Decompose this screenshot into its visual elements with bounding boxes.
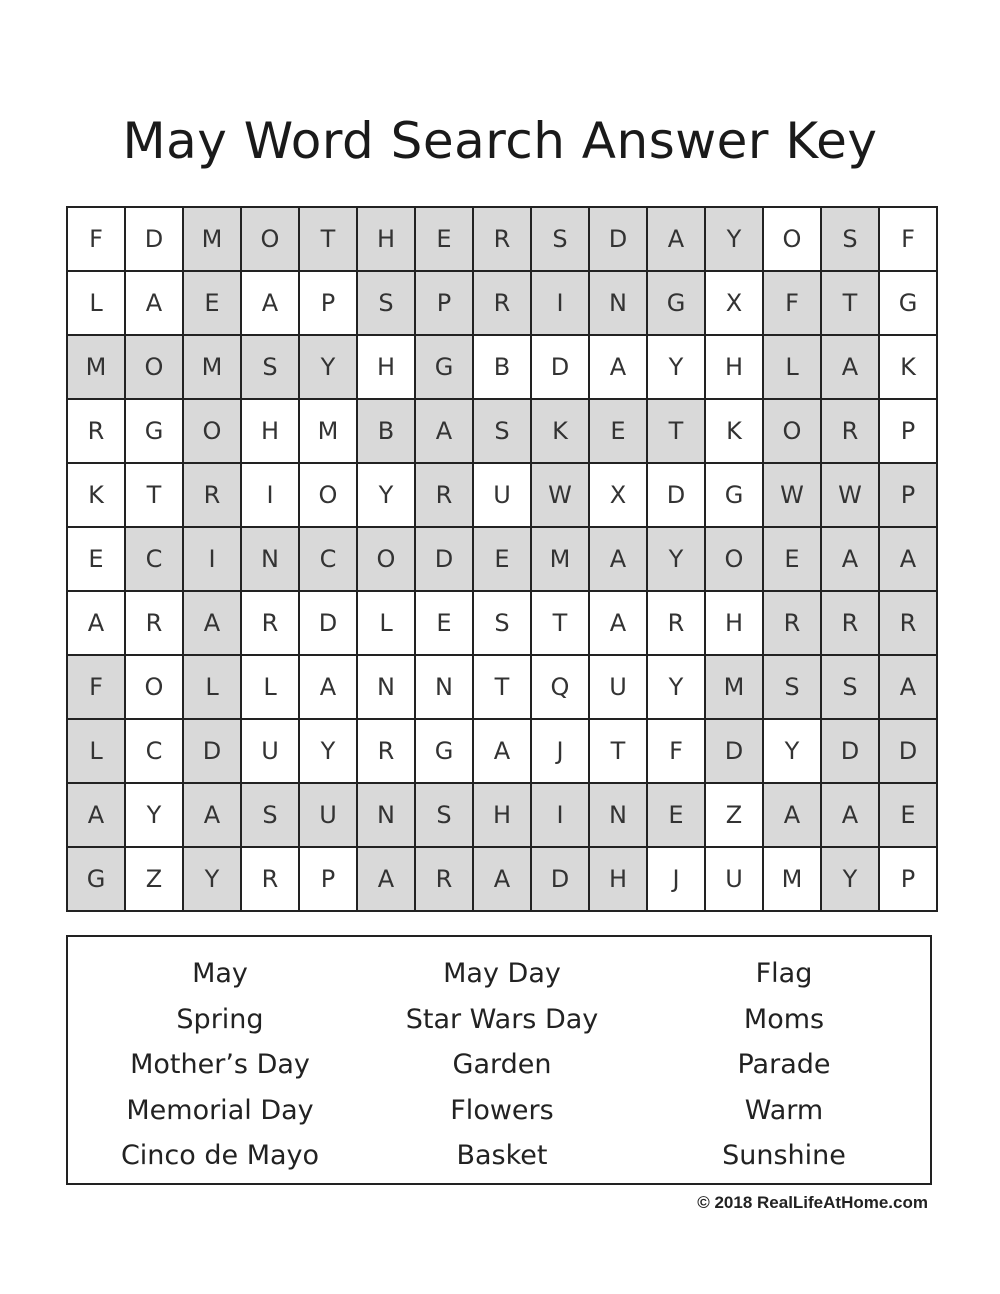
grid-cell: R — [416, 464, 474, 528]
grid-cell: R — [242, 848, 300, 912]
grid-cell: X — [590, 464, 648, 528]
grid-cell: Y — [126, 784, 184, 848]
grid-cell: F — [68, 656, 126, 720]
grid-cell: E — [416, 208, 474, 272]
grid-cell: L — [242, 656, 300, 720]
word-item: Flowers — [450, 1094, 554, 1126]
grid-cell: K — [68, 464, 126, 528]
word-list-column-2 — [358, 951, 646, 1179]
grid-cell: A — [822, 784, 880, 848]
grid-cell: R — [822, 400, 880, 464]
grid-row — [68, 336, 938, 400]
grid-cell: R — [358, 720, 416, 784]
grid-cell: G — [126, 400, 184, 464]
grid-cell: A — [300, 656, 358, 720]
word-item: Basket — [456, 1140, 548, 1171]
grid-row — [68, 592, 938, 656]
grid-cell: A — [416, 400, 474, 464]
grid-cell: U — [300, 784, 358, 848]
grid-cell: S — [416, 784, 474, 848]
grid-cell: E — [68, 528, 126, 592]
word-search-grid — [66, 206, 938, 912]
grid-cell: S — [822, 208, 880, 272]
grid-cell: G — [880, 272, 938, 336]
grid-cell: R — [474, 272, 532, 336]
grid-cell: E — [648, 784, 706, 848]
grid-cell: C — [126, 528, 184, 592]
grid-cell: N — [358, 784, 416, 848]
grid-cell: H — [242, 400, 300, 464]
word-list-column-1 — [76, 951, 364, 1179]
grid-cell: F — [68, 208, 126, 272]
grid-cell: U — [706, 848, 764, 912]
grid-cell: H — [358, 208, 416, 272]
grid-cell: Y — [648, 336, 706, 400]
grid-cell: B — [358, 400, 416, 464]
grid-cell: E — [764, 528, 822, 592]
grid-cell: J — [532, 720, 590, 784]
grid-cell: H — [590, 848, 648, 912]
word-item: Sunshine — [722, 1140, 846, 1171]
grid-cell: K — [880, 336, 938, 400]
grid-cell: Y — [184, 848, 242, 912]
grid-cell: M — [764, 848, 822, 912]
grid-cell: F — [880, 208, 938, 272]
word-item: Star Wars Day — [405, 1003, 599, 1035]
grid-cell: S — [474, 592, 532, 656]
grid-cell: I — [242, 464, 300, 528]
grid-cell: R — [68, 400, 126, 464]
page-title: May Word Search Answer Key — [122, 112, 878, 170]
grid-cell: G — [706, 464, 764, 528]
grid-cell: D — [648, 464, 706, 528]
word-list-box — [66, 935, 932, 1185]
grid-cell: M — [300, 400, 358, 464]
grid-cell: R — [648, 592, 706, 656]
grid-cell: K — [532, 400, 590, 464]
grid-cell: Y — [764, 720, 822, 784]
grid-cell: N — [590, 784, 648, 848]
grid-cell: O — [126, 656, 184, 720]
grid-cell: W — [764, 464, 822, 528]
word-item: Parade — [737, 1049, 831, 1080]
grid-cell: S — [474, 400, 532, 464]
word-item: Garden — [452, 1049, 552, 1080]
grid-cell: Y — [648, 656, 706, 720]
grid-cell: R — [416, 848, 474, 912]
grid-cell: A — [184, 592, 242, 656]
grid-cell: U — [474, 464, 532, 528]
grid-cell: Z — [706, 784, 764, 848]
grid-cell: A — [590, 592, 648, 656]
grid-cell: O — [300, 464, 358, 528]
copyright-notice: © 2018 RealLifeAtHome.com — [697, 1193, 928, 1212]
grid-row — [68, 272, 938, 336]
grid-cell: S — [358, 272, 416, 336]
grid-cell: M — [68, 336, 126, 400]
grid-cell: E — [184, 272, 242, 336]
grid-cell: E — [590, 400, 648, 464]
grid-cell: A — [822, 336, 880, 400]
grid-cell: G — [68, 848, 126, 912]
grid-cell: S — [532, 208, 590, 272]
grid-cell: E — [880, 784, 938, 848]
grid-cell: A — [822, 528, 880, 592]
grid-cell: O — [706, 528, 764, 592]
grid-cell: W — [822, 464, 880, 528]
grid-cell: N — [242, 528, 300, 592]
grid-cell: M — [706, 656, 764, 720]
grid-cell: D — [532, 336, 590, 400]
word-item: Spring — [176, 1003, 264, 1035]
grid-cell: I — [532, 272, 590, 336]
grid-cell: I — [184, 528, 242, 592]
grid-cell: S — [764, 656, 822, 720]
grid-cell: D — [880, 720, 938, 784]
grid-cell: R — [880, 592, 938, 656]
grid-cell: T — [300, 208, 358, 272]
grid-cell: H — [706, 336, 764, 400]
grid-cell: A — [590, 336, 648, 400]
grid-cell: L — [764, 336, 822, 400]
word-list-column-3 — [640, 951, 928, 1179]
grid-cell: A — [764, 784, 822, 848]
grid-cell: A — [648, 208, 706, 272]
grid-row — [68, 656, 938, 720]
grid-cell: C — [300, 528, 358, 592]
grid-cell: F — [764, 272, 822, 336]
grid-cell: Y — [706, 208, 764, 272]
grid-cell: C — [126, 720, 184, 784]
grid-cell: O — [184, 400, 242, 464]
grid-row — [68, 720, 938, 784]
grid-cell: T — [648, 400, 706, 464]
grid-cell: D — [126, 208, 184, 272]
grid-cell: A — [68, 784, 126, 848]
grid-cell: F — [648, 720, 706, 784]
grid-cell: M — [532, 528, 590, 592]
word-item: Mother’s Day — [130, 1049, 310, 1080]
grid-cell: A — [590, 528, 648, 592]
grid-cell: M — [184, 208, 242, 272]
grid-cell: A — [126, 272, 184, 336]
grid-cell: A — [474, 720, 532, 784]
grid-cell: I — [532, 784, 590, 848]
grid-cell: W — [532, 464, 590, 528]
grid-cell: A — [68, 592, 126, 656]
grid-cell: L — [184, 656, 242, 720]
grid-cell: B — [474, 336, 532, 400]
grid-cell: E — [474, 528, 532, 592]
grid-cell: R — [822, 592, 880, 656]
grid-cell: S — [242, 784, 300, 848]
grid-cell: U — [590, 656, 648, 720]
grid-cell: E — [416, 592, 474, 656]
grid-cell: P — [416, 272, 474, 336]
grid-cell: H — [706, 592, 764, 656]
grid-cell: O — [358, 528, 416, 592]
grid-cell: A — [474, 848, 532, 912]
grid-cell: R — [126, 592, 184, 656]
grid-cell: A — [184, 784, 242, 848]
grid-cell: T — [590, 720, 648, 784]
grid-cell: A — [880, 656, 938, 720]
grid-cell: P — [880, 464, 938, 528]
grid-cell: G — [648, 272, 706, 336]
grid-cell: Y — [300, 336, 358, 400]
grid-cell: N — [416, 656, 474, 720]
grid-cell: S — [822, 656, 880, 720]
grid-cell: D — [184, 720, 242, 784]
grid-cell: N — [358, 656, 416, 720]
grid-cell: A — [880, 528, 938, 592]
grid-cell: M — [184, 336, 242, 400]
grid-cell: P — [300, 848, 358, 912]
word-item: Flag — [755, 958, 813, 989]
grid-cell: D — [300, 592, 358, 656]
grid-cell: Y — [300, 720, 358, 784]
grid-cell: O — [242, 208, 300, 272]
grid-cell: L — [68, 272, 126, 336]
grid-cell: D — [706, 720, 764, 784]
word-item: Cinco de Mayo — [120, 1140, 320, 1171]
grid-cell: O — [764, 208, 822, 272]
grid-row — [68, 400, 938, 464]
grid-cell: L — [68, 720, 126, 784]
word-item: May Day — [443, 958, 561, 989]
grid-row — [68, 848, 938, 912]
grid-cell: A — [358, 848, 416, 912]
grid-cell: H — [474, 784, 532, 848]
grid-cell: Z — [126, 848, 184, 912]
grid-cell: X — [706, 272, 764, 336]
grid-cell: T — [474, 656, 532, 720]
grid-cell: D — [532, 848, 590, 912]
grid-cell: Q — [532, 656, 590, 720]
grid-cell: N — [590, 272, 648, 336]
grid-cell: J — [648, 848, 706, 912]
grid-cell: O — [126, 336, 184, 400]
grid-cell: L — [358, 592, 416, 656]
grid-cell: R — [474, 208, 532, 272]
grid-row — [68, 208, 938, 272]
grid-cell: A — [242, 272, 300, 336]
grid-row — [68, 784, 938, 848]
grid-cell: G — [416, 720, 474, 784]
word-item: Memorial Day — [126, 1094, 314, 1126]
grid-cell: T — [822, 272, 880, 336]
grid-cell: T — [532, 592, 590, 656]
grid-cell: G — [416, 336, 474, 400]
grid-cell: R — [764, 592, 822, 656]
grid-cell: D — [416, 528, 474, 592]
grid-cell: Y — [358, 464, 416, 528]
grid-cell: D — [590, 208, 648, 272]
grid-cell: D — [822, 720, 880, 784]
grid-cell: P — [880, 400, 938, 464]
grid-cell: U — [242, 720, 300, 784]
grid-cell: P — [300, 272, 358, 336]
grid-cell: S — [242, 336, 300, 400]
grid-cell: R — [242, 592, 300, 656]
grid-cell: Y — [648, 528, 706, 592]
grid-cell: R — [184, 464, 242, 528]
grid-cell: T — [126, 464, 184, 528]
word-item: Moms — [743, 1003, 825, 1035]
word-item: May — [192, 958, 248, 989]
grid-row — [68, 528, 938, 592]
grid-cell: H — [358, 336, 416, 400]
grid-row — [68, 464, 938, 528]
grid-cell: P — [880, 848, 938, 912]
grid-cell: O — [764, 400, 822, 464]
grid-cell: Y — [822, 848, 880, 912]
grid-cell: K — [706, 400, 764, 464]
word-item: Warm — [744, 1094, 824, 1126]
